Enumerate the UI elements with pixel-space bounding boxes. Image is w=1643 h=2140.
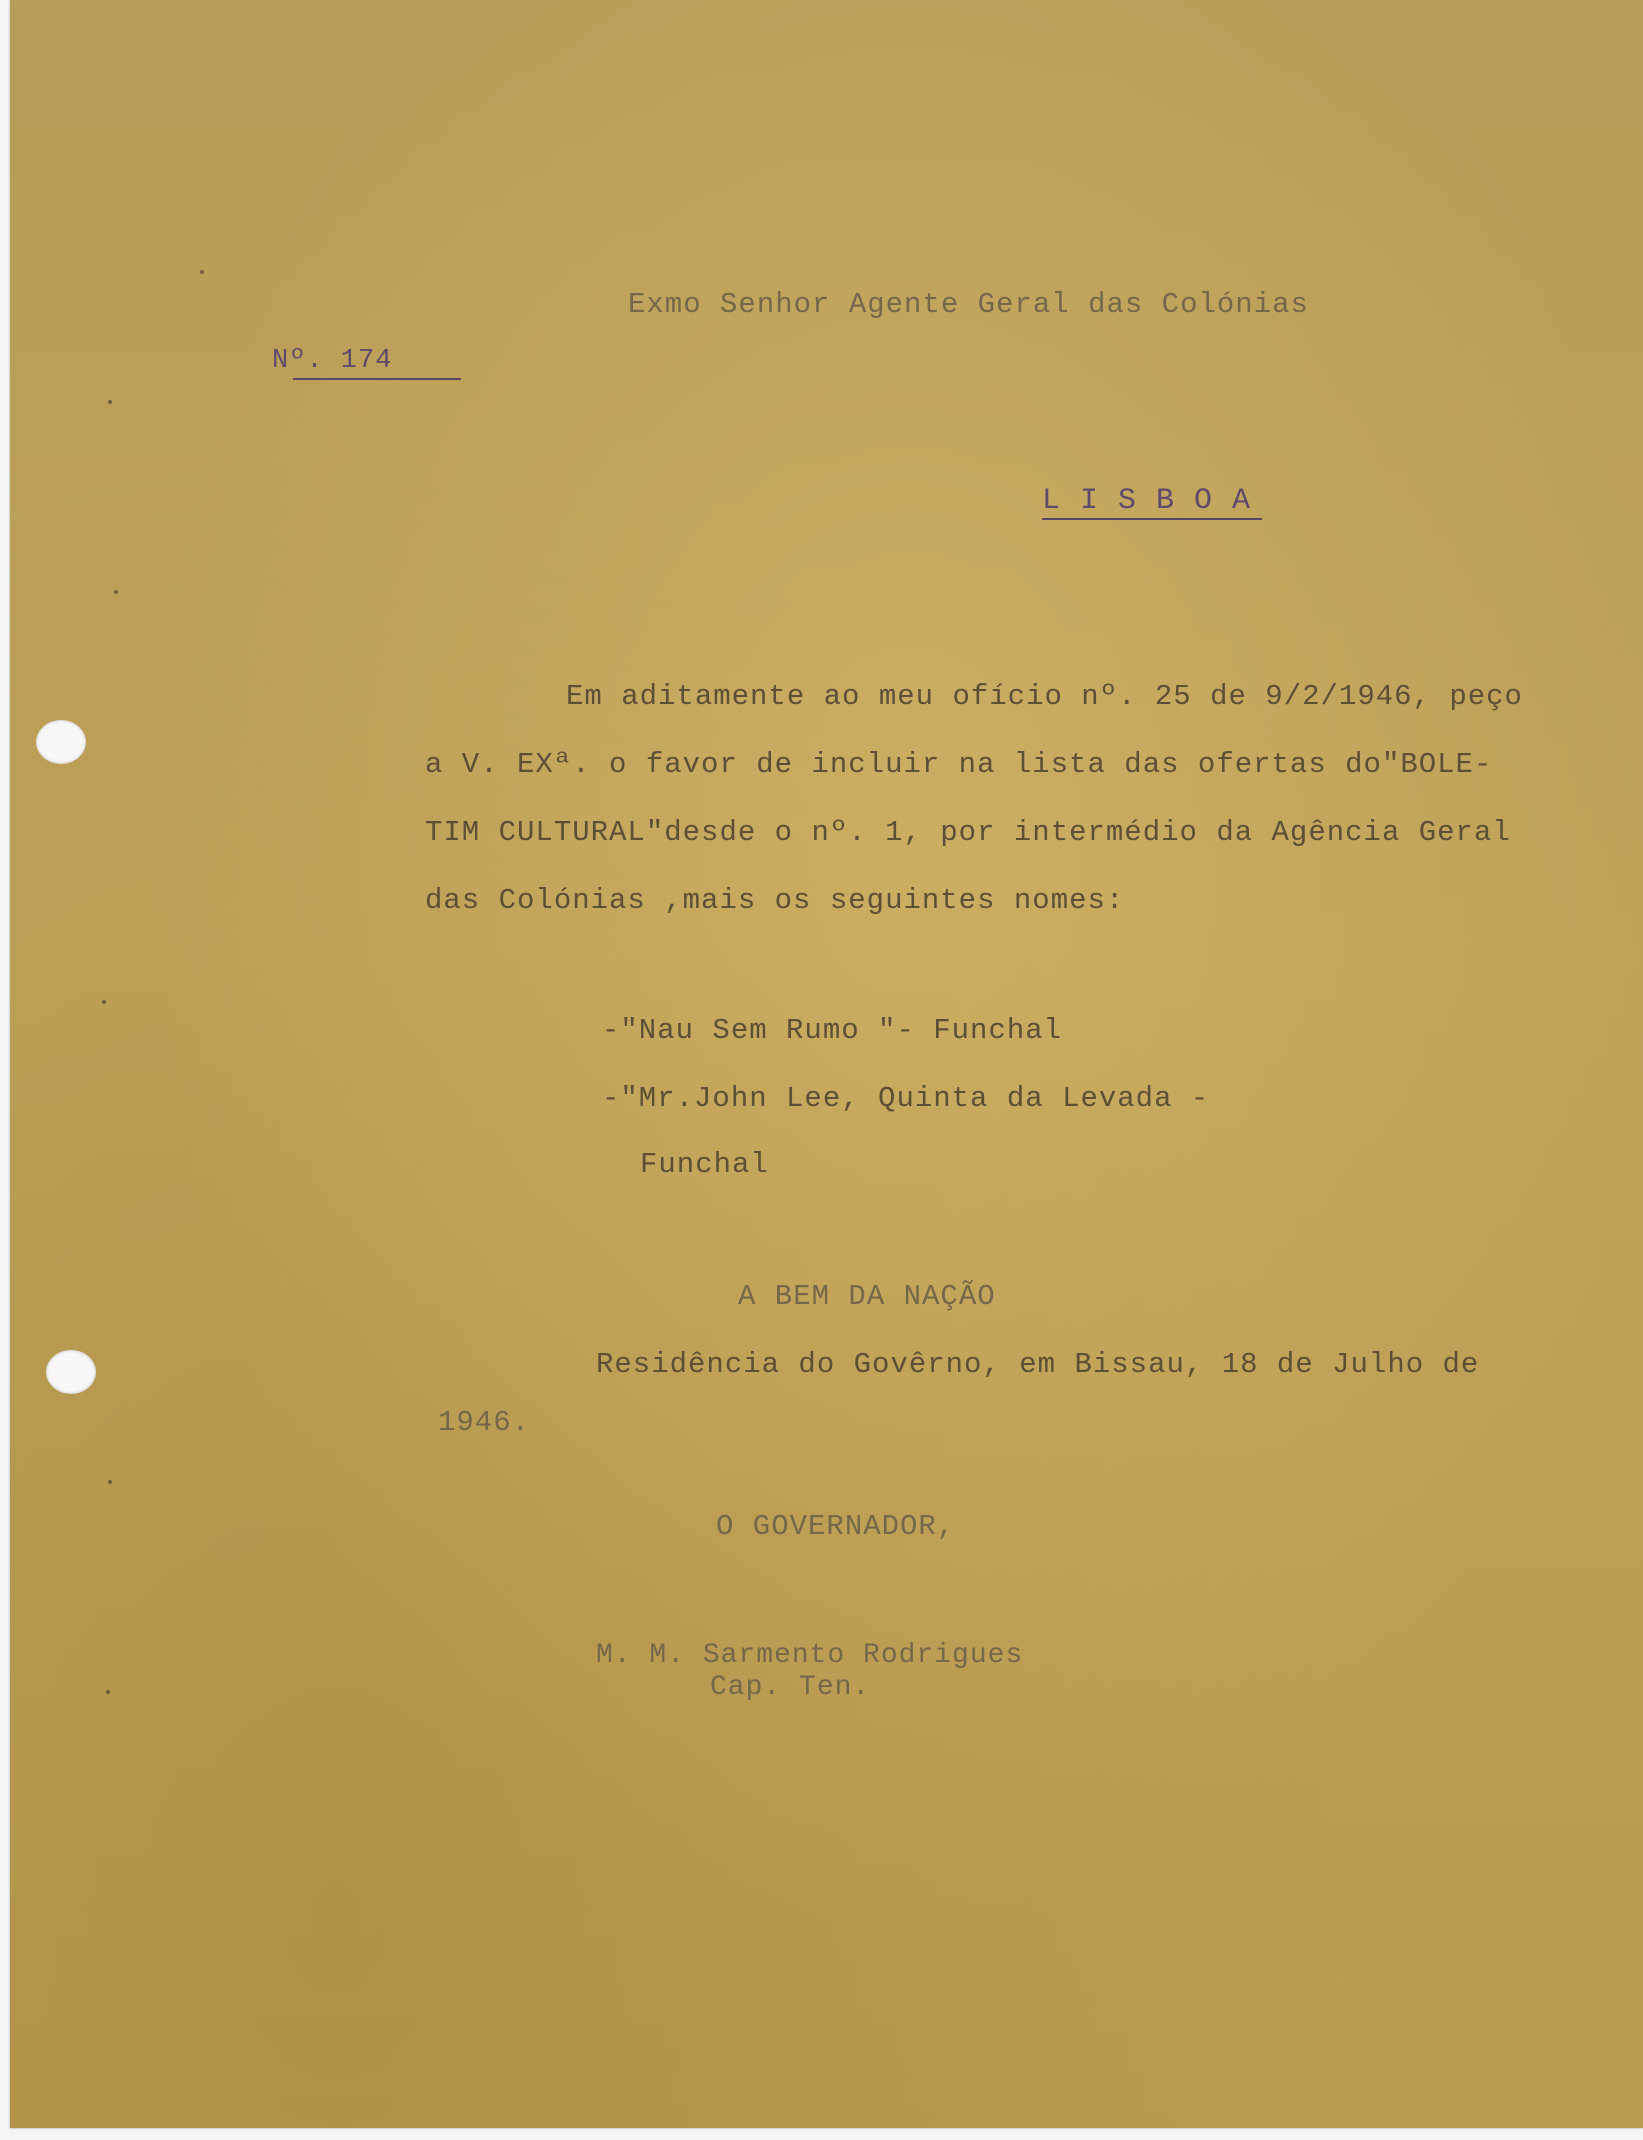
name-entry: -"Mr.John Lee, Quinta da Levada - <box>602 1082 1210 1115</box>
signatory-title: O GOVERNADOR, <box>716 1510 956 1543</box>
punch-hole <box>36 720 86 764</box>
addressee-line: Exmo Senhor Agente Geral das Colónias <box>628 288 1309 321</box>
margin-speck <box>102 1000 106 1004</box>
body-line: Em aditamente ao meu ofício nº. 25 de 9/2/1946, peço <box>566 680 1523 713</box>
document-number: Nº. 174 <box>272 346 393 376</box>
destination-city: L I S B O A <box>1042 484 1252 518</box>
signatory-rank: Cap. Ten. <box>710 1672 871 1703</box>
margin-speck <box>114 590 118 594</box>
body-line: TIM CULTURAL"desde o nº. 1, por intermédio da Agência Geral <box>425 816 1511 849</box>
margin-speck <box>106 1690 110 1694</box>
destination-city-underline <box>1042 518 1262 520</box>
margin-speck <box>200 270 204 274</box>
place-date-line: Residência do Govêrno, em Bissau, 18 de Julho de <box>596 1348 1480 1381</box>
closing-salutation: A BEM DA NAÇÃO <box>738 1280 996 1313</box>
name-entry: -"Nau Sem Rumo "- Funchal <box>602 1014 1063 1047</box>
punch-hole <box>46 1350 96 1394</box>
signatory-name: M. M. Sarmento Rodrigues <box>596 1640 1024 1671</box>
body-line: a V. EXª. o favor de incluir na lista das ofertas do"BOLE- <box>425 748 1493 781</box>
body-line: das Colónias ,mais os seguintes nomes: <box>425 884 1125 917</box>
margin-speck <box>108 400 112 404</box>
margin-speck <box>108 1480 112 1484</box>
letter-sheet <box>10 0 1643 2128</box>
document-number-underline <box>293 378 461 380</box>
name-entry: Funchal <box>640 1148 769 1181</box>
place-date-year: 1946. <box>438 1406 531 1439</box>
